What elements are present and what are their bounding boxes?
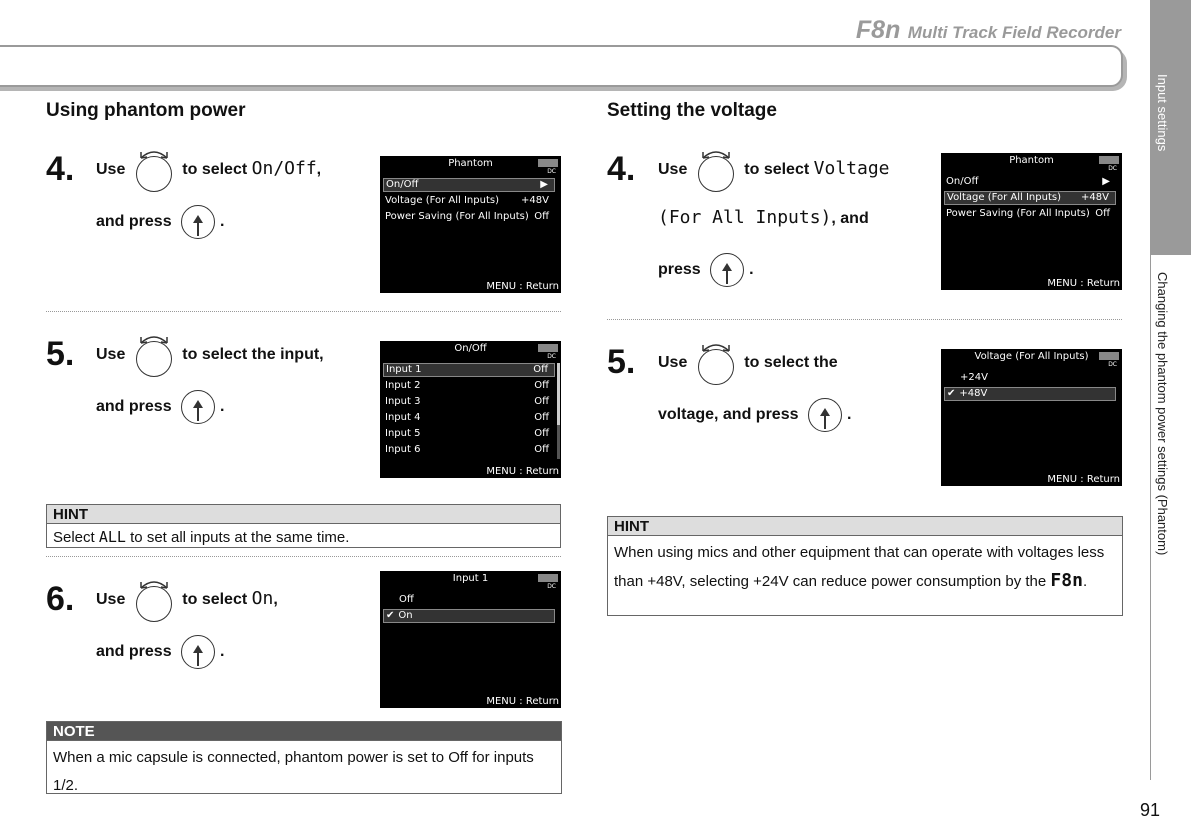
screen-footer: MENU : Return	[1047, 474, 1120, 485]
step-number: 5.	[46, 335, 75, 373]
screen-row-selected: Input 1 Off	[383, 363, 555, 377]
note-text: When a mic capsule is connected, phantom power is set to Off for inputs 1/2.	[53, 749, 534, 794]
dial-icon	[696, 343, 736, 383]
section-title-using-phantom: Using phantom power	[46, 100, 246, 121]
screen-row: Input 5 Off	[385, 428, 549, 439]
press-dial-icon	[708, 251, 746, 289]
hint-label: HINT	[608, 517, 1122, 536]
page-number: 91	[1140, 800, 1161, 820]
hint-text: Select ALL to set all inputs at the same time.	[53, 528, 350, 546]
lcd-screen-voltage	[941, 349, 1122, 486]
step-number: 6.	[46, 580, 75, 618]
battery-icon	[538, 159, 558, 167]
screen-row-selected: Voltage (For All Inputs) +48V	[944, 191, 1116, 205]
screen-row: Input 4 Off	[385, 412, 549, 423]
note-box	[46, 721, 562, 794]
screen-title: Voltage (For All Inputs)	[974, 351, 1089, 362]
brand-name: F8n	[1050, 570, 1083, 591]
step-instruction-line1: Use to select the input,	[96, 335, 324, 375]
hint-box	[46, 504, 561, 548]
menu-item-name: On	[251, 588, 274, 610]
step-instruction-line3: press .	[658, 251, 754, 289]
press-dial-icon	[179, 388, 217, 426]
press-dial-icon	[806, 396, 844, 434]
step-number: 4.	[607, 150, 636, 188]
dc-label: DC	[1108, 165, 1117, 172]
screen-row-selected: ✔ On	[383, 609, 555, 623]
press-dial-icon	[179, 203, 217, 241]
dial-icon	[696, 150, 736, 190]
battery-icon	[538, 574, 558, 582]
screen-footer: MENU : Return	[486, 281, 559, 292]
menu-item-name: (For All Inputs)	[658, 207, 832, 228]
step-instruction-line2: and press .	[96, 633, 225, 671]
screen-title: Input 1	[452, 573, 489, 584]
lcd-screen-input1	[380, 571, 561, 708]
battery-icon	[1099, 352, 1119, 360]
screen-footer: MENU : Return	[486, 466, 559, 477]
screen-row: +24V	[960, 372, 988, 383]
press-dial-icon	[179, 633, 217, 671]
header-bar	[0, 45, 1123, 87]
section-title-setting-voltage: Setting the voltage	[607, 100, 777, 121]
step-instruction-line2: and press .	[96, 203, 225, 241]
step-instruction-line1: Use to select On/Off,	[96, 150, 321, 190]
screen-row: Voltage (For All Inputs) +48V	[385, 195, 549, 206]
side-tab-top-label: Input settings	[1155, 74, 1170, 152]
screen-row: Off	[399, 594, 414, 605]
dc-label: DC	[547, 168, 556, 175]
model-subtitle: Multi Track Field Recorder	[907, 23, 1121, 42]
model-name: F8n	[855, 16, 901, 44]
screen-row-selected: On/Off ▶	[383, 178, 555, 192]
screen-row-selected: ✔ +48V	[944, 387, 1116, 401]
step-instruction-line1: Use to select On,	[96, 580, 278, 620]
lcd-screen-onoff	[380, 341, 561, 478]
side-tab-bottom-label: Changing the phantom power settings (Phantom)	[1155, 272, 1170, 556]
lcd-screen-phantom	[380, 156, 561, 293]
screen-title: Phantom	[448, 158, 493, 169]
menu-item-name: On/Off	[251, 158, 317, 180]
screen-title: On/Off	[454, 343, 487, 354]
note-label: NOTE	[47, 722, 561, 741]
menu-item-name: Voltage	[813, 158, 890, 180]
dial-icon	[134, 580, 174, 620]
hint-label: HINT	[47, 505, 560, 524]
screen-row: On/Off ▶	[946, 176, 1110, 187]
dc-label: DC	[1108, 361, 1117, 368]
battery-icon	[1099, 156, 1119, 164]
step-number: 4.	[46, 150, 75, 188]
divider	[607, 319, 1122, 320]
step-instruction-line1: Use to select the	[658, 343, 838, 383]
screen-row: Input 2 Off	[385, 380, 549, 391]
hint-box	[607, 516, 1123, 616]
screen-title: Phantom	[1009, 155, 1054, 166]
dc-label: DC	[547, 353, 556, 360]
step-instruction-line1: Use to select Voltage	[658, 150, 890, 190]
step-number: 5.	[607, 343, 636, 381]
screen-row: Input 6 Off	[385, 444, 549, 455]
dial-icon	[134, 335, 174, 375]
divider	[46, 311, 561, 312]
dial-icon	[134, 150, 174, 190]
step-instruction-line2: (For All Inputs), and	[658, 207, 869, 228]
step-instruction-line2: and press .	[96, 388, 225, 426]
dc-label: DC	[547, 583, 556, 590]
screen-scrollbar	[557, 363, 560, 459]
header-title	[856, 16, 1121, 45]
divider	[46, 556, 561, 557]
hint-text: When using mics and other equipment that can operate with voltages less than +48V, selecting +24V can reduce power consumption by the F8n.	[614, 544, 1105, 591]
screen-row: Power Saving (For All Inputs) Off	[946, 208, 1110, 219]
screen-row: Power Saving (For All Inputs) Off	[385, 211, 549, 222]
battery-icon	[538, 344, 558, 352]
step-instruction-line2: voltage, and press .	[658, 396, 851, 434]
lcd-screen-phantom	[941, 153, 1122, 290]
side-tab-divider	[1150, 255, 1151, 780]
screen-footer: MENU : Return	[486, 696, 559, 707]
screen-footer: MENU : Return	[1047, 278, 1120, 289]
screen-row: Input 3 Off	[385, 396, 549, 407]
